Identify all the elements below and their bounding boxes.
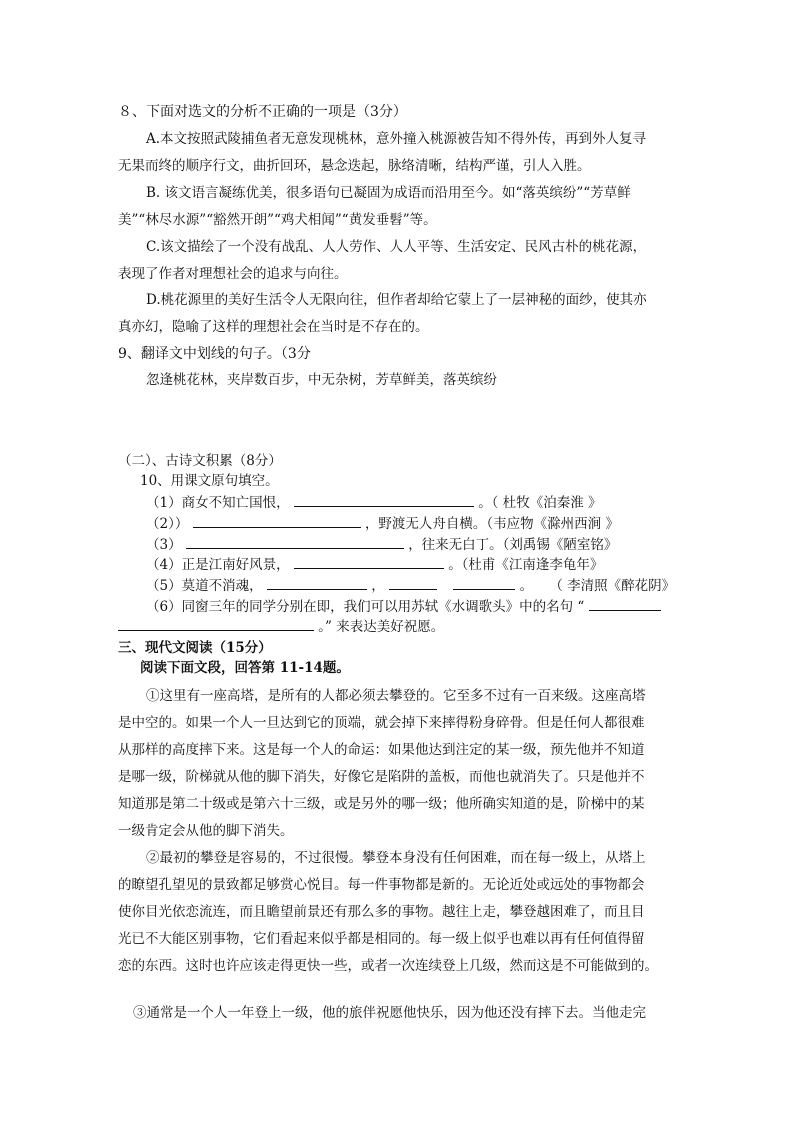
fill-blank-4[interactable] (294, 555, 444, 569)
fill-item-5 (146, 576, 675, 595)
section2-title: （二）、古诗文积累（8分） (118, 453, 282, 469)
paragraph2-line2: 的瞭望孔望见的景致都足够赏心悦目。每一件事物都是新的。无论近处或远处的事物都会 (118, 877, 645, 893)
fill-item-6-suffix: 。” 来表达美好祝愿。 (318, 619, 445, 635)
paragraph2-line3: 使你目光依恋流连，而且瞻望前景还有那么多的事物。越往上走，攀登越困难了，而且目 (118, 904, 645, 920)
fill-item-3-prefix: （3） (146, 537, 182, 553)
section3-title: 三、现代文阅读（15分） (118, 640, 272, 656)
fill-item-5-period: 。 (519, 578, 534, 594)
fill-item-1-prefix: （1）商女不知亡国恨， (146, 495, 290, 511)
paragraph3-line1: ③通常是一个人一年登上一级，他的旅伴祝愿他快乐，因为他还没有摔下去。当他走完 (133, 1005, 646, 1021)
fill-item-4-suffix: 。（杜甫《江南逢李龟年》 (448, 557, 604, 573)
fill-item-2-suffix: ，野渡无人舟自横。（韦应物《滁州西涧 》 (364, 516, 619, 532)
fill-item-3-suffix: ，往来无白丁。（刘禹锡《陋室铭》 (408, 537, 618, 553)
fill-blank-5b[interactable] (389, 576, 437, 590)
paragraph2-line5: 恋的东西。这时也许应该走得更快一些，或者一次连续登上几级，然而这是不可能做到的。 (118, 958, 658, 974)
fill-item-5-prefix: （5）莫道不消魂， (146, 578, 263, 594)
q8-option-b-line2: 美”“林尽水源”“豁然开朗”“鸡犬相闻”“黄发垂髫”等。 (118, 212, 437, 228)
fill-item-6-continued (118, 617, 444, 636)
q8-option-a-line2: 无果而终的顺序行文，曲折回环，悬念迭起，脉络清晰，结构严谨，引人入胜。 (118, 158, 591, 174)
fill-item-5-suffix: （ 李清照《醉花阴》 (549, 578, 676, 594)
paragraph1-line6: 一级肯定会从他的脚下消失。 (118, 823, 294, 839)
q8-option-a-line1: A.本文按照武陵捕鱼者无意发现桃林，意外撞入桃源被告知不得外传，再到外人复寻 (146, 131, 647, 147)
fill-item-4-prefix: （4）正是江南好风景， (146, 557, 290, 573)
q8-option-c-line1: C.该文描绘了一个没有战乱、人人劳作、人人平等、生活安定、民风古朴的桃花源， (146, 239, 647, 255)
fill-item-6-text: （6）同窗三年的同学分别在即，我们可以用苏轼《水调歌头》中的名句 “ (146, 599, 585, 615)
fill-blank-6a[interactable] (589, 597, 661, 611)
q9-title: 9、翻译文中划线的句子。（3分 (118, 346, 311, 362)
q8-option-d-line2: 真亦幻，隐喻了这样的理想社会在当时是不存在的。 (118, 319, 429, 335)
q10-title: 10、用课文原句填空。 (140, 473, 279, 489)
q8-option-c-line2: 表现了作者对理想社会的追求与向往。 (118, 266, 348, 282)
fill-blank-6b[interactable] (118, 617, 314, 631)
q9-sentence: 忽逢桃花林，夹岸数百步，中无杂树，芳草鲜美，落英缤纷 (146, 372, 497, 388)
fill-blank-2[interactable] (193, 514, 361, 528)
q8-option-d-line1: D.桃花源里的美好生活令人无限向往，但作者却给它蒙上了一层神秘的面纱，使其亦 (146, 292, 647, 308)
fill-item-2 (146, 514, 619, 533)
fill-item-3 (146, 535, 617, 554)
section3-instruction: 阅读下面文段，回答第 11-14题。 (140, 660, 350, 676)
paragraph2-line4: 光已不大能区别事物，它们看起来似乎都是相同的。每一级上似乎也难以再有任何值得留 (118, 931, 645, 947)
q8-option-b-line1: B. 该文语言凝练优美，很多语句已凝固为成语而沿用至今。如“落英缤纷”“芳草鲜 (146, 185, 631, 201)
fill-blank-3[interactable] (186, 535, 404, 549)
fill-item-1-suffix: 。（ 杜牧《泊秦淮 》 (478, 495, 602, 511)
paragraph1-line2: 是中空的。如果一个人一旦达到它的顶端，就会掉下来摔得粉身碎骨。但是任何人都很难 (118, 715, 645, 731)
paragraph1-line3: 从那样的高度摔下来。这是每一个人的命运：如果他达到注定的某一级，预先他并不知道 (118, 742, 645, 758)
paragraph1-line4: 是哪一级，阶梯就从他的脚下消失，好像它是陷阱的盖板，而他也就消失了。只是他并不 (118, 769, 645, 785)
fill-item-5-comma: ， (371, 578, 385, 594)
fill-item-6 (146, 597, 661, 616)
paragraph1-line1: ①这里有一座高塔，是所有的人都必须去攀登的。它至多不过有一百来级。这座高塔 (146, 688, 646, 704)
fill-blank-5a[interactable] (267, 576, 367, 590)
paragraph2-line1: ②最初的攀登是容易的，不过很慢。攀登本身没有任何困难，而在每一级上，从塔上 (146, 850, 646, 866)
fill-item-1 (146, 493, 602, 512)
fill-item-4 (146, 555, 603, 574)
fill-blank-5c[interactable] (453, 576, 515, 590)
fill-item-2-prefix: （2）） (146, 516, 189, 532)
q8-title: ８、下面对选文的分析不正确的一项是（3分） (118, 104, 407, 120)
paragraph1-line5: 知道那是第二十级或是第六十三级，或是另外的哪一级；他所确实知道的是，阶梯中的某 (118, 796, 645, 812)
fill-blank-1[interactable] (294, 493, 474, 507)
